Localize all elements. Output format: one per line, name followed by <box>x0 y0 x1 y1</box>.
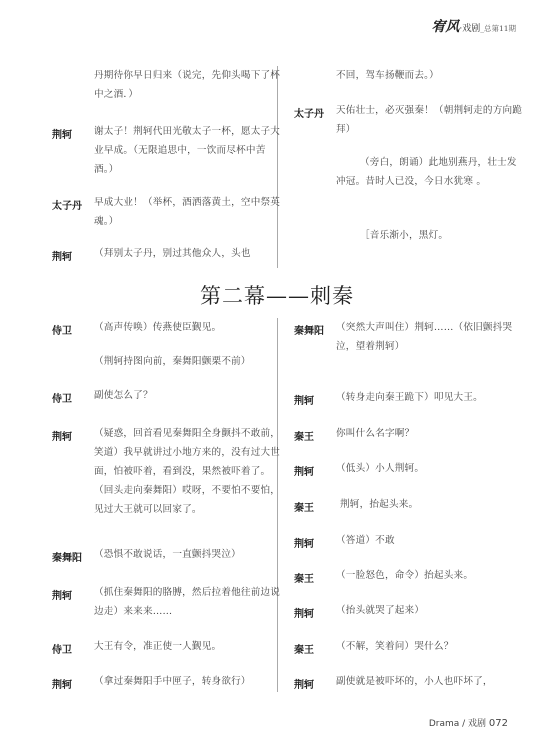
speaker-name: 荆轲 <box>294 609 314 620</box>
speaker-name: 秦王 <box>294 645 314 656</box>
speaker-name: 侍卫 <box>52 326 72 337</box>
stage-direction-text: （荆轲持图向前，秦舞阳颤栗不前） <box>94 356 251 367</box>
dialogue-text: （拜别太子丹，别过其他众人，头也 <box>94 248 251 259</box>
dialogue-text: （抓住秦舞阳的胳膊，然后拉着他往前边说边走）来来来…… <box>94 587 281 617</box>
dialogue-entry <box>294 459 524 478</box>
dialogue-text: 谢太子！荆轲代田光敬太子一杯，愿太子大业早成。（无限追思中，一饮而尽杯中苦酒。） <box>94 126 281 175</box>
stage-narration <box>294 153 524 191</box>
stage-direction <box>294 226 524 245</box>
dialogue-entry <box>294 531 524 550</box>
dialogue-entry <box>52 672 282 691</box>
dialogue-text: 丹期待你早日归来（说完，先仰头喝下了杯中之酒．） <box>94 70 281 100</box>
act-title: 第二幕——刺秦 <box>200 284 354 308</box>
footer-label: Drama / 戏剧 <box>428 719 487 729</box>
dialogue-text: （抬头就哭了起来） <box>336 605 425 616</box>
dialogue-entry <box>294 495 524 514</box>
dialogue-entry <box>294 101 524 139</box>
dialogue-entry <box>294 672 524 691</box>
speaker-name: 荆轲 <box>52 252 72 263</box>
dialogue-text: （不解，笑着问）哭什么？ <box>336 641 454 652</box>
issue-number: _总第11期 <box>480 24 516 33</box>
speaker-name: 荆轲 <box>52 130 72 141</box>
speaker-name: 荆轲 <box>52 591 72 602</box>
speaker-name: 侍卫 <box>52 645 72 656</box>
speaker-name: 太子丹 <box>294 109 324 120</box>
narration-text: （旁白，朗诵）此地别燕丹，壮士发冲冠。昔时人已没，今日水犹寒 。 <box>336 157 517 187</box>
dialogue-entry <box>294 388 524 407</box>
dialogue-text: 副使就是被吓坏的，小人也吓坏了， <box>336 676 493 687</box>
dialogue-entry <box>294 66 524 85</box>
dialogue-text: （低头）小人荆轲。 <box>336 463 425 474</box>
dialogue-entry <box>52 193 282 231</box>
dialogue-text: （一脸怒色，命令）抬起头来。 <box>336 570 474 581</box>
speaker-name: 荆轲 <box>52 432 72 443</box>
dialogue-entry <box>294 601 524 620</box>
page-number: 072 <box>488 718 508 729</box>
dialogue-text: 早成大业！（举杯，酒洒落黄土，空中祭英魂。） <box>94 197 281 227</box>
dialogue-text: （高声传唤）传燕使臣觐见。 <box>94 322 222 333</box>
dialogue-entry <box>52 424 282 519</box>
dialogue-text: 你叫什么名字啊？ <box>336 428 415 439</box>
dialogue-entry <box>52 637 282 656</box>
dialogue-entry <box>52 244 282 263</box>
speaker-name: 侍卫 <box>52 394 72 405</box>
dialogue-entry <box>52 545 282 564</box>
dialogue-entry <box>294 318 524 356</box>
dialogue-text: （疑惑，回首看见秦舞阳全身颤抖不敢前，笑道）我早就讲过小地方来的，没有过大世面，怕被吓着，看到没，果然被吓着了。（回头走向秦舞阳）哎呀，不要怕不要怕，见过大王就可以回家了。 <box>94 428 281 515</box>
dialogue-text: 副使怎么了？ <box>94 390 153 401</box>
speaker-name: 荆轲 <box>294 467 314 478</box>
page-header <box>431 16 516 36</box>
dialogue-text: 荆轲，抬起头来。 <box>340 499 419 510</box>
speaker-name: 荆轲 <box>294 539 314 550</box>
dialogue-entry <box>52 66 282 104</box>
stage-direction-text: ［音乐渐小，黑灯。 <box>360 230 449 241</box>
stage-direction <box>52 352 282 371</box>
dialogue-entry <box>294 424 524 443</box>
speaker-name: 秦王 <box>294 503 314 514</box>
speaker-name: 秦王 <box>294 574 314 585</box>
speaker-name: 秦舞阳 <box>52 553 82 564</box>
dialogue-text: （突然大声叫住）荆轲……（依旧颤抖哭泣，望着荆轲） <box>336 322 513 352</box>
speaker-name: 秦舞阳 <box>294 326 324 337</box>
speaker-name: 荆轲 <box>294 680 314 691</box>
dialogue-entry <box>294 566 524 585</box>
dialogue-text: 天佑壮士，必灭强秦！（朝荆轲走的方向跪拜） <box>336 105 523 135</box>
dialogue-text: （答道）不敢 <box>336 535 395 546</box>
dialogue-text: 大王有令，准正使一人觐见。 <box>94 641 222 652</box>
dialogue-entry <box>294 637 524 656</box>
dialogue-text: （拿过秦舞阳手中匣子，转身欲行） <box>94 676 251 687</box>
magazine-logo: 宥风 <box>431 19 460 35</box>
dialogue-text: 不回，驾车扬鞭而去。） <box>336 70 439 81</box>
section-name: ·戏剧 <box>459 24 481 34</box>
speaker-name: 荆轲 <box>52 680 72 691</box>
speaker-name: 太子丹 <box>52 201 82 212</box>
page-footer <box>429 716 508 729</box>
dialogue-text: （恐惧不敢说话，一直颤抖哭泣） <box>94 549 241 560</box>
dialogue-entry <box>52 122 282 179</box>
dialogue-entry <box>52 386 282 405</box>
speaker-name: 荆轲 <box>294 396 314 407</box>
dialogue-entry <box>52 318 282 337</box>
dialogue-text: （转身走向秦王跪下）叩见大王。 <box>336 392 483 403</box>
dialogue-entry <box>52 583 282 621</box>
speaker-name: 秦王 <box>294 432 314 443</box>
